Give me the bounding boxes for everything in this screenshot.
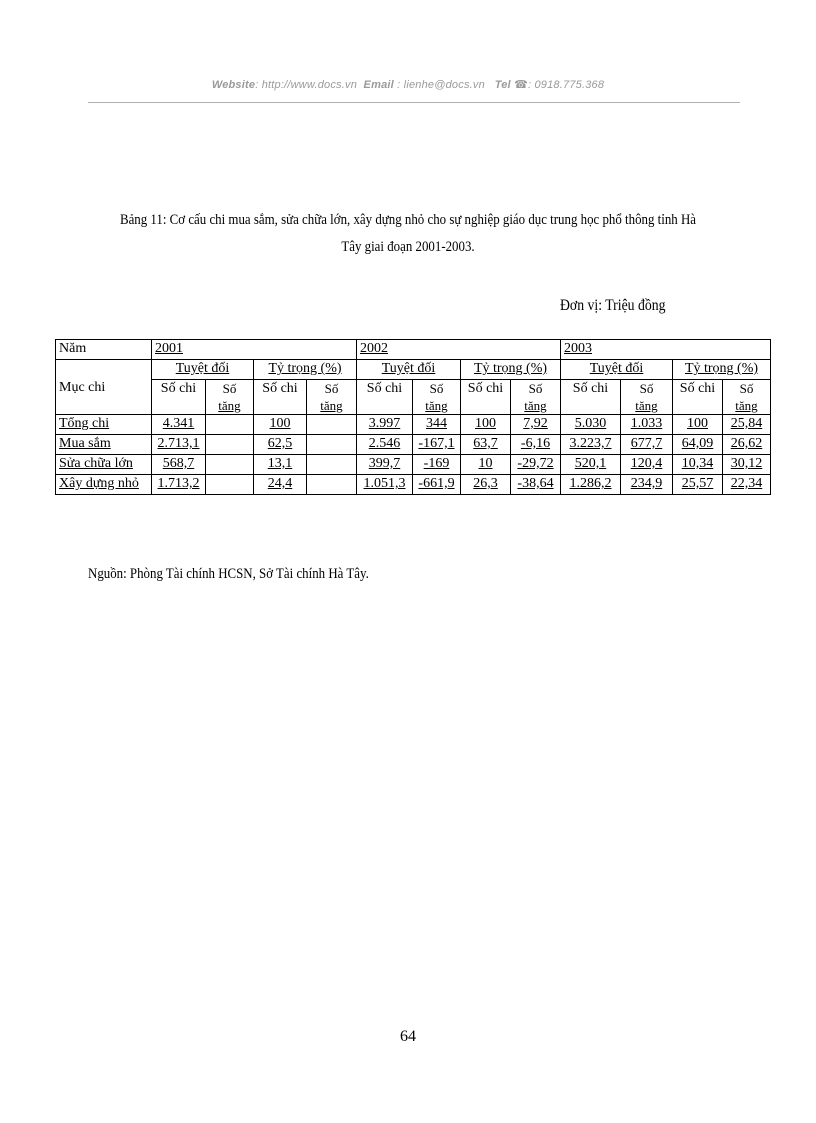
year-header-2002: 2002 [357,340,561,360]
page-header [0,78,816,91]
table-cell: 100 [254,415,307,435]
table-cell: 25,84 [723,415,771,435]
year-header-2001: 2001 [152,340,357,360]
expenditure-table [55,339,771,495]
corner-category-label: Mục chi [56,360,152,415]
col-header-so-tang: Số tăng [206,380,254,415]
table-cell: -167,1 [413,435,461,455]
table-cell: 677,7 [621,435,673,455]
col-header-so-tang: Số tăng [511,380,561,415]
table-cell [206,455,254,475]
table-cell: -169 [413,455,461,475]
header-website-label: Website [211,79,256,91]
row-label: Xây dựng nhỏ [56,475,152,495]
table-cell [307,475,357,495]
group-header-absolute: Tuyệt đối [152,360,254,380]
corner-year-label: Năm [56,340,152,360]
table-cell: 2.713,1 [152,435,206,455]
table-cell: 64,09 [673,435,723,455]
col-header-so-chi: Số chi [254,380,307,415]
col-header-so-chi: Số chi [461,380,511,415]
table-cell: -38,64 [511,475,561,495]
caption-line-1: Bảng 11: Cơ cấu chi mua sắm, sửa chữa lớn, xây dựng nhỏ cho sự nghiệp giáo dục trung học phổ thông tỉnh Hà [119,212,697,228]
table-cell: 30,12 [723,455,771,475]
table-cell: 100 [461,415,511,435]
table-row [56,475,771,495]
table-cell [206,415,254,435]
table-body [56,415,771,495]
table-cell [307,415,357,435]
table-cell [307,435,357,455]
table-cell: 5.030 [561,415,621,435]
table-cell: 1.713,2 [152,475,206,495]
group-header-share: Tỷ trọng (%) [461,360,561,380]
col-header-so-tang: Số tăng [621,380,673,415]
table-row [56,435,771,455]
group-header-share: Tỷ trọng (%) [254,360,357,380]
table-cell: 62,5 [254,435,307,455]
caption-line-2: Tây giai đoạn 2001-2003. [341,239,475,255]
group-header-share: Tỷ trọng (%) [673,360,771,380]
table-cell: 10 [461,455,511,475]
header-tel-value: : 0918.775.368 [527,79,605,91]
table-cell: -29,72 [511,455,561,475]
table-caption [117,207,698,261]
col-header-so-tang: Số tăng [307,380,357,415]
row-label: Mua sắm [56,435,152,455]
table-cell: 7,92 [511,415,561,435]
group-header-absolute: Tuyệt đối [357,360,461,380]
table-cell: 568,7 [152,455,206,475]
header-email-label: Email [363,79,394,91]
table-cell: 26,62 [723,435,771,455]
col-header-so-tang: Số tăng [723,380,771,415]
table-cell: 63,7 [461,435,511,455]
unit-label: Đơn vị: Triệu đồng [560,297,666,314]
table-cell: 10,34 [673,455,723,475]
source-note: Nguồn: Phòng Tài chính HCSN, Sở Tài chính Hà Tây. [88,566,369,582]
table-cell: 234,9 [621,475,673,495]
year-header-2003: 2003 [561,340,771,360]
header-email-value: : lienhe@docs.vn [397,79,485,91]
table-cell [206,435,254,455]
col-header-so-chi: Số chi [152,380,206,415]
table-cell: -661,9 [413,475,461,495]
table-cell: 100 [673,415,723,435]
table-cell: 1.051,3 [357,475,413,495]
row-label: Tổng chi [56,415,152,435]
table-cell: 344 [413,415,461,435]
table-cell: 26,3 [461,475,511,495]
table-cell: 22,34 [723,475,771,495]
group-header-row [56,360,771,380]
table-row [56,455,771,475]
table-cell: 2.546 [357,435,413,455]
page-number: 64 [400,1028,416,1045]
phone-icon: ☎ [514,79,528,91]
col-header-so-tang: Số tăng [413,380,461,415]
col-header-so-chi: Số chi [673,380,723,415]
table-cell: 1.033 [621,415,673,435]
table-cell [307,455,357,475]
table-cell: 24,4 [254,475,307,495]
table-cell: 1.286,2 [561,475,621,495]
sub-header-row [56,380,771,415]
table-row [56,415,771,435]
table-cell [206,475,254,495]
table-cell: 520,1 [561,455,621,475]
col-header-so-chi: Số chi [357,380,413,415]
table-cell: 3.223,7 [561,435,621,455]
year-header-row [56,340,771,360]
table-cell: 120,4 [621,455,673,475]
col-header-so-chi: Số chi [561,380,621,415]
header-tel-label: Tel [494,79,511,91]
header-divider [88,102,740,103]
table-cell: 3.997 [357,415,413,435]
row-label: Sửa chữa lớn [56,455,152,475]
table-cell: 4.341 [152,415,206,435]
header-website-value: : http://www.docs.vn [255,79,358,91]
group-header-absolute: Tuyệt đối [561,360,673,380]
table-cell: 399,7 [357,455,413,475]
table-cell: 25,57 [673,475,723,495]
table-cell: -6,16 [511,435,561,455]
table-cell: 13,1 [254,455,307,475]
